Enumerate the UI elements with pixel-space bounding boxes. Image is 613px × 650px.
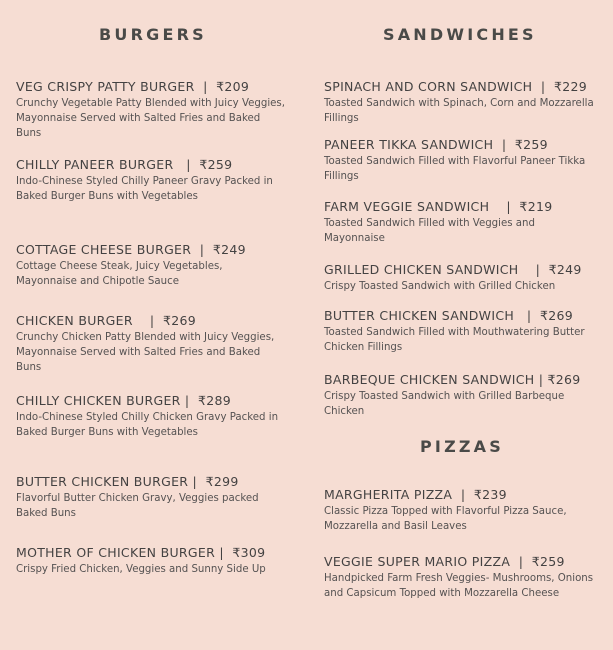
item-description: Crispy Fried Chicken, Veggies and Sunny Side Up [16, 564, 266, 575]
item-description: Toasted Sandwich Filled with Mouthwatering Butter Chicken Fillings [324, 327, 585, 353]
menu-item-butter-chicken-burger [16, 474, 286, 521]
menu-item-barbeque-chicken-sandwich [324, 372, 594, 419]
item-description: Crispy Toasted Sandwich with Grilled Barbeque Chicken [324, 391, 565, 417]
item-title: VEGGIE SUPER MARIO PIZZA | ₹259 [324, 554, 565, 569]
item-description: Toasted Sandwich Filled with Veggies and Mayonnaise [324, 218, 535, 244]
menu-item-chilly-chicken-burger [16, 393, 286, 440]
menu-item-grilled-chicken-sandwich [324, 262, 594, 294]
menu-item-veg-crispy-patty-burger [16, 79, 286, 141]
item-description: Cottage Cheese Steak, Juicy Vegetables, Mayonnaise and Chipotle Sauce [16, 261, 223, 287]
item-description: Crispy Toasted Sandwich with Grilled Chicken [324, 281, 556, 292]
item-title: MOTHER OF CHICKEN BURGER | ₹309 [16, 545, 266, 560]
item-title: MARGHERITA PIZZA | ₹239 [324, 487, 507, 502]
item-title: BUTTER CHICKEN BURGER | ₹299 [16, 474, 239, 489]
item-title: BUTTER CHICKEN SANDWICH | ₹269 [324, 308, 573, 323]
item-title: PANEER TIKKA SANDWICH | ₹259 [324, 137, 548, 152]
menu-item-chilly-paneer-burger [16, 157, 286, 204]
pizzas-heading: PIZZAS [420, 437, 504, 456]
item-title: COTTAGE CHEESE BURGER | ₹249 [16, 242, 246, 257]
item-title: VEG CRISPY PATTY BURGER | ₹209 [16, 79, 250, 94]
menu-item-farm-veggie-sandwich [324, 199, 594, 246]
sandwiches-heading: SANDWICHES [383, 25, 537, 44]
item-description: Flavorful Butter Chicken Gravy, Veggies packed Baked Buns [16, 493, 259, 519]
item-description: Crunchy Vegetable Patty Blended with Juicy Veggies, Mayonnaise Served with Salted Fries and Baked Buns [16, 98, 285, 139]
menu-item-chicken-burger [16, 313, 286, 375]
item-description: Indo-Chinese Styled Chilly Paneer Gravy Packed in Baked Burger Buns with Vegetables [16, 176, 273, 202]
menu-item-paneer-tikka-sandwich [324, 137, 594, 184]
item-title: GRILLED CHICKEN SANDWICH | ₹249 [324, 262, 582, 277]
item-description: Handpicked Farm Fresh Veggies- Mushrooms, Onions and Capsicum Topped with Mozzarella Cheese [324, 573, 594, 599]
item-title: BARBEQUE CHICKEN SANDWICH | ₹269 [324, 372, 581, 387]
menu-item-butter-chicken-sandwich [324, 308, 594, 355]
item-description: Toasted Sandwich Filled with Flavorful Paneer Tikka Fillings [324, 156, 586, 182]
menu-item-veggie-super-mario-pizza [324, 554, 594, 601]
menu-item-cottage-cheese-burger [16, 242, 286, 289]
menu-item-mother-of-chicken-burger [16, 545, 286, 577]
item-description: Crunchy Chicken Patty Blended with Juicy Veggies, Mayonnaise Served with Salted Fries and Baked Buns [16, 332, 275, 373]
item-title: CHILLY PANEER BURGER | ₹259 [16, 157, 233, 172]
menu-item-spinach-corn-sandwich [324, 79, 594, 126]
item-description: Classic Pizza Topped with Flavorful Pizza Sauce, Mozzarella and Basil Leaves [324, 506, 567, 532]
item-description: Toasted Sandwich with Spinach, Corn and Mozzarella Fillings [324, 98, 594, 124]
menu-item-margherita-pizza [324, 487, 594, 534]
item-description: Indo-Chinese Styled Chilly Chicken Gravy Packed in Baked Burger Buns with Vegetables [16, 412, 279, 438]
item-title: CHILLY CHICKEN BURGER | ₹289 [16, 393, 231, 408]
item-title: FARM VEGGIE SANDWICH | ₹219 [324, 199, 553, 214]
burgers-heading: BURGERS [99, 25, 207, 44]
item-title: SPINACH AND CORN SANDWICH | ₹229 [324, 79, 588, 94]
item-title: CHICKEN BURGER | ₹269 [16, 313, 197, 328]
